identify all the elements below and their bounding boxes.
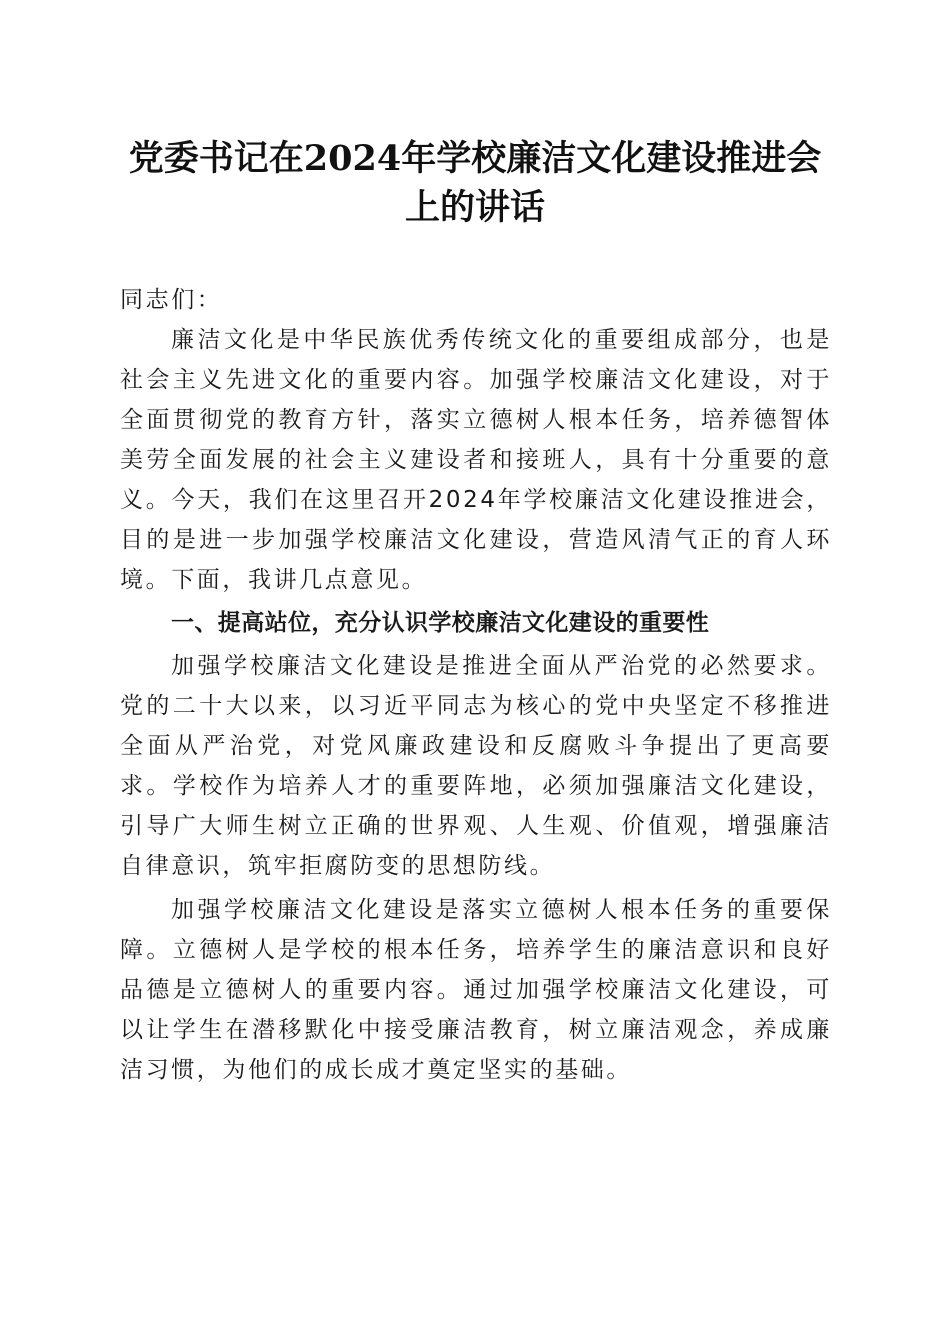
title-line-2: 上的讲话 — [404, 187, 545, 228]
salutation: 同志们： — [120, 287, 223, 313]
document-body — [120, 280, 832, 1090]
section-heading-1: 一、提高站位，充分认识学校廉洁文化建设的重要性 — [171, 610, 710, 636]
paragraph-1: 加强学校廉洁文化建设是推进全面从严治党的必然要求。党的二十大以来，以习近平同志为核心的党中央坚定不移推进全面从严治党，对党风廉政建设和反腐败斗争提出了更高要求。学校作为培养人才的重要阵地，必须加强廉洁文化建设，引导广大师生树立正确的世界观、人生观、价值观，增强廉洁自律意识，筑牢拒腐防变的思想防线。 — [120, 653, 832, 879]
paragraph-2: 加强学校廉洁文化建设是落实立德树人根本任务的重要保障。立德树人是学校的根本任务，培养学生的廉洁意识和良好品德是立德树人的重要内容。通过加强学校廉洁文化建设，可以让学生在潜移默化中接受廉洁教育，树立廉洁观念，养成廉洁习惯，为他们的成长成才奠定坚实的基础。 — [120, 897, 832, 1083]
paragraph-intro: 廉洁文化是中华民族优秀传统文化的重要组成部分，也是社会主义先进文化的重要内容。加强学校廉洁文化建设，对于全面贯彻党的教育方针，落实立德树人根本任务，培养德智体美劳全面发展的社会主义建设者和接班人，具有十分重要的意义。今天，我们在这里召开2024年学校廉洁文化建设推进会，目的是进一步加强学校廉洁文化建设，营造风清气正的育人环境。下面，我讲几点意见。 — [120, 327, 832, 593]
document-title — [100, 134, 850, 232]
title-line-1: 党委书记在2024年学校廉洁文化建设推进会 — [128, 138, 822, 179]
